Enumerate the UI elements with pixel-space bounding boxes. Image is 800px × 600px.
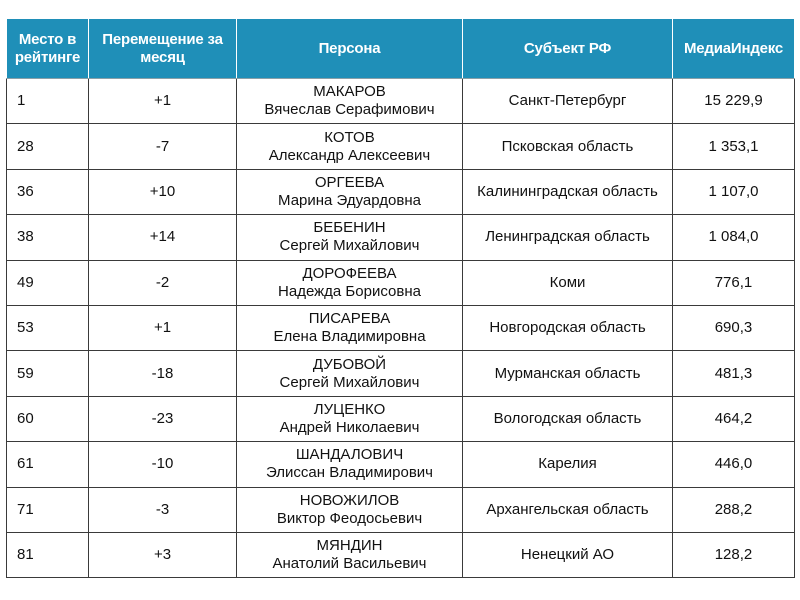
table-row — [7, 215, 795, 260]
person-surname: ДУБОВОЙ — [312, 355, 387, 373]
table-row — [7, 260, 795, 305]
person-cell — [237, 79, 463, 124]
header-move: Перемещение за месяц — [89, 19, 237, 79]
person-name: Елена Владимировна — [273, 328, 426, 346]
region-cell: Карелия — [463, 442, 673, 487]
region-cell: Калининградская область — [463, 169, 673, 214]
region-cell: Новгородская область — [463, 305, 673, 350]
move-cell: +1 — [89, 305, 237, 350]
table-body — [7, 79, 795, 578]
move-cell: -23 — [89, 396, 237, 441]
region-cell: Коми — [463, 260, 673, 305]
table-header — [7, 19, 795, 79]
media-index-cell: 288,2 — [673, 487, 795, 532]
media-index-cell: 481,3 — [673, 351, 795, 396]
person-name: Сергей Михайлович — [279, 237, 420, 255]
table-row — [7, 169, 795, 214]
table-row — [7, 305, 795, 350]
rank-cell: 38 — [7, 215, 89, 260]
rank-cell: 28 — [7, 124, 89, 169]
person-surname: КОТОВ — [324, 128, 375, 146]
person-surname: ОРГЕЕВА — [314, 173, 385, 191]
person-cell — [237, 260, 463, 305]
person-name: Сергей Михайлович — [279, 373, 420, 391]
person-cell — [237, 215, 463, 260]
person-surname: БЕБЕНИН — [313, 219, 386, 237]
media-index-cell: 1 084,0 — [673, 215, 795, 260]
header-row — [7, 19, 795, 79]
media-index-cell: 15 229,9 — [673, 79, 795, 124]
rank-cell: 59 — [7, 351, 89, 396]
header-index: МедиаИндекс — [673, 19, 795, 79]
media-index-cell: 464,2 — [673, 396, 795, 441]
person-cell — [237, 442, 463, 487]
region-cell: Санкт-Петербург — [463, 79, 673, 124]
rank-cell: 71 — [7, 487, 89, 532]
rank-cell: 81 — [7, 532, 89, 577]
move-cell: -7 — [89, 124, 237, 169]
move-cell: +14 — [89, 215, 237, 260]
person-surname: ПИСАРЕВА — [308, 310, 391, 328]
person-surname: ДОРОФЕЕВА — [302, 264, 397, 282]
person-surname: ЛУЦЕНКО — [313, 400, 386, 418]
media-index-rating-table — [6, 18, 795, 578]
person-surname: НОВОЖИЛОВ — [299, 491, 400, 509]
table-row — [7, 124, 795, 169]
region-cell: Мурманская область — [463, 351, 673, 396]
table-row — [7, 532, 795, 577]
header-rank: Место в рейтинге — [7, 19, 89, 79]
rank-cell: 61 — [7, 442, 89, 487]
move-cell: -18 — [89, 351, 237, 396]
person-surname: МАКАРОВ — [313, 83, 386, 101]
media-index-cell: 1 107,0 — [673, 169, 795, 214]
person-cell — [237, 351, 463, 396]
person-surname: МЯНДИН — [316, 537, 383, 555]
table-row — [7, 442, 795, 487]
rank-cell: 60 — [7, 396, 89, 441]
person-cell — [237, 169, 463, 214]
person-cell — [237, 124, 463, 169]
region-cell: Псковская область — [463, 124, 673, 169]
media-index-cell: 1 353,1 — [673, 124, 795, 169]
table-row — [7, 396, 795, 441]
rank-cell: 49 — [7, 260, 89, 305]
rating-table-container — [6, 18, 794, 578]
media-index-cell: 128,2 — [673, 532, 795, 577]
move-cell: +1 — [89, 79, 237, 124]
rank-cell: 36 — [7, 169, 89, 214]
table-row — [7, 79, 795, 124]
region-cell: Ленинградская область — [463, 215, 673, 260]
move-cell: +3 — [89, 532, 237, 577]
person-cell — [237, 487, 463, 532]
move-cell: -3 — [89, 487, 237, 532]
person-surname: ШАНДАЛОВИЧ — [295, 446, 404, 464]
person-cell — [237, 305, 463, 350]
move-cell: +10 — [89, 169, 237, 214]
person-name: Надежда Борисовна — [278, 282, 421, 300]
table-row — [7, 487, 795, 532]
person-name: Александр Алексеевич — [268, 146, 431, 164]
header-region: Субъект РФ — [463, 19, 673, 79]
move-cell: -10 — [89, 442, 237, 487]
person-cell — [237, 532, 463, 577]
person-name: Андрей Николаевич — [279, 418, 420, 436]
rank-cell: 53 — [7, 305, 89, 350]
person-name: Анатолий Васильевич — [272, 555, 427, 573]
person-name: Виктор Феодосьевич — [276, 509, 423, 527]
media-index-cell: 776,1 — [673, 260, 795, 305]
region-cell: Архангельская область — [463, 487, 673, 532]
person-name: Элиссан Владимирович — [266, 464, 433, 482]
move-cell: -2 — [89, 260, 237, 305]
region-cell: Ненецкий АО — [463, 532, 673, 577]
person-cell — [237, 396, 463, 441]
rank-cell: 1 — [7, 79, 89, 124]
person-name: Марина Эдуардовна — [278, 191, 421, 209]
region-cell: Вологодская область — [463, 396, 673, 441]
person-name: Вячеслав Серафимович — [264, 101, 435, 119]
header-person: Персона — [237, 19, 463, 79]
media-index-cell: 690,3 — [673, 305, 795, 350]
media-index-cell: 446,0 — [673, 442, 795, 487]
table-row — [7, 351, 795, 396]
